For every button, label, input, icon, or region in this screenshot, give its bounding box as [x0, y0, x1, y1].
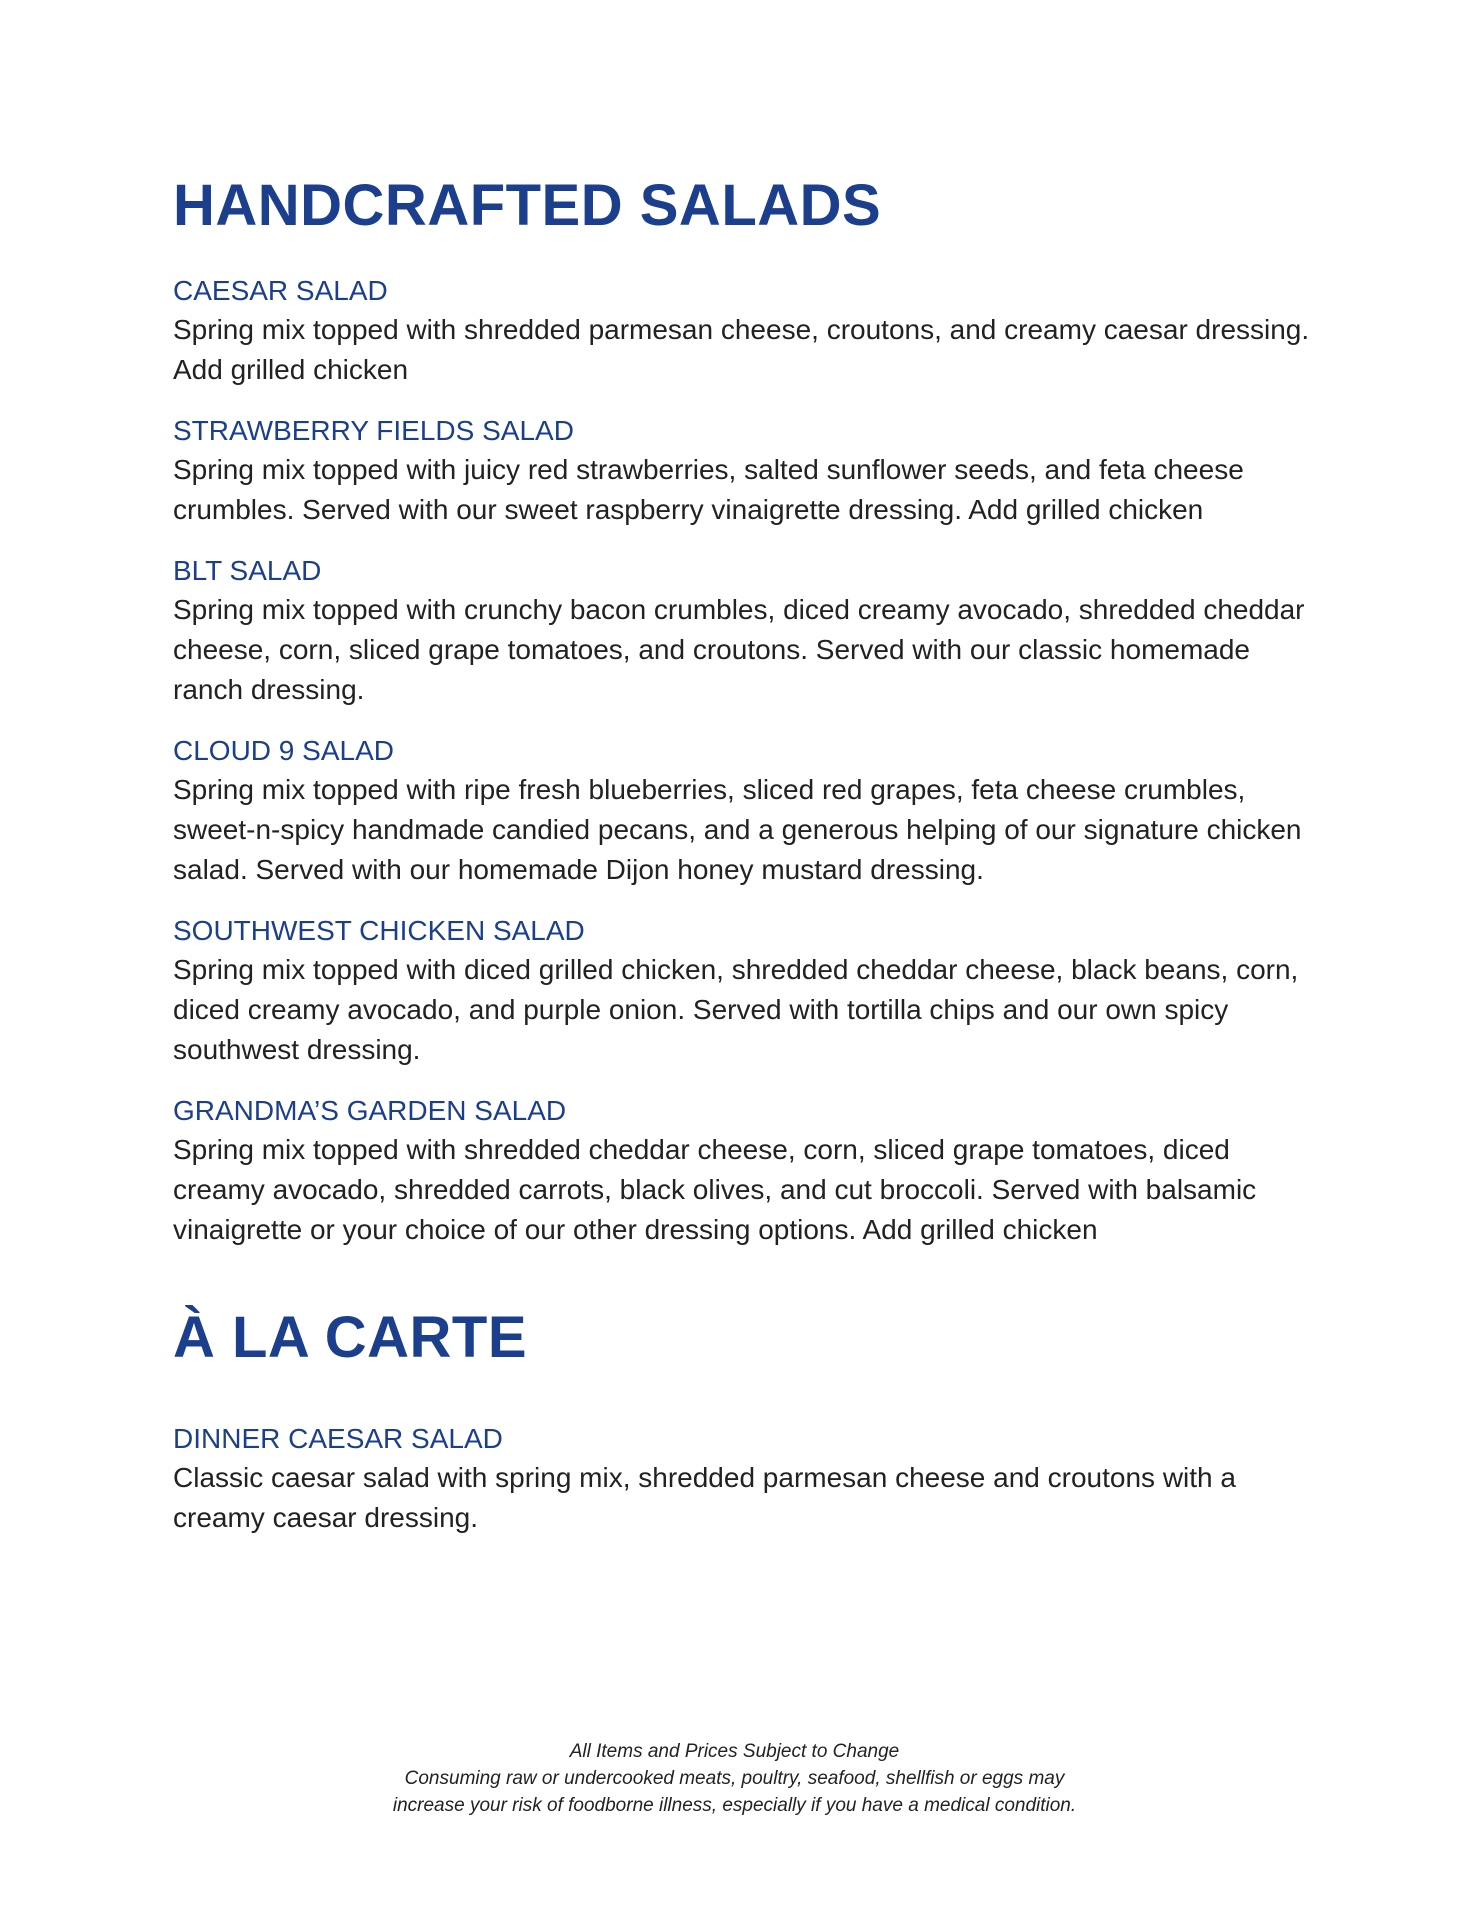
footer-line: increase your risk of foodborne illness, especially if you have a medical condition. — [392, 1795, 1077, 1816]
menu-item-description: Classic caesar salad with spring mix, shredded parmesan cheese and croutons with a creamy caesar dressing. — [173, 1462, 1236, 1533]
menu-item — [173, 912, 1313, 1070]
menu-item — [173, 272, 1313, 390]
menu-item — [173, 1420, 1313, 1538]
menu-item-name: CAESAR SALAD — [173, 275, 388, 306]
menu-item — [173, 1092, 1313, 1250]
menu-item-list — [173, 1420, 1313, 1538]
menu-item-description: Spring mix topped with shredded parmesan cheese, croutons, and creamy caesar dressing. Add grilled chicken — [173, 314, 1310, 385]
menu-item-name: SOUTHWEST CHICKEN SALAD — [173, 915, 585, 946]
menu-page — [173, 170, 1313, 1560]
footer-disclaimer — [0, 1738, 1469, 1819]
menu-item-description: Spring mix topped with diced grilled chicken, shredded cheddar cheese, black beans, corn, diced creamy avocado, and purple onion. Served with tortilla chips and our own spicy southwest dressing. — [173, 954, 1299, 1065]
section-title: À LA CARTE — [173, 1305, 528, 1370]
menu-item-name: STRAWBERRY FIELDS SALAD — [173, 415, 574, 446]
menu-item-name: GRANDMA’S GARDEN SALAD — [173, 1095, 567, 1126]
section-title: HANDCRAFTED SALADS — [173, 173, 882, 238]
menu-item — [173, 412, 1313, 530]
menu-item-name: CLOUD 9 SALAD — [173, 735, 394, 766]
menu-item-description: Spring mix topped with crunchy bacon crumbles, diced creamy avocado, shredded cheddar cheese, corn, sliced grape tomatoes, and croutons. Served with our classic homemade ranch dressing. — [173, 594, 1305, 705]
menu-item-list — [173, 272, 1313, 1250]
menu-item-name: BLT SALAD — [173, 555, 322, 586]
footer-line: All Items and Prices Subject to Change — [569, 1741, 900, 1762]
section-a-la-carte — [173, 1302, 1313, 1538]
menu-item — [173, 552, 1313, 710]
menu-item-description: Spring mix topped with juicy red strawberries, salted sunflower seeds, and feta cheese crumbles. Served with our sweet raspberry vinaigrette dressing. Add grilled chicken — [173, 454, 1244, 525]
menu-item — [173, 732, 1313, 890]
section-handcrafted-salads — [173, 170, 1313, 1250]
menu-item-name: DINNER CAESAR SALAD — [173, 1423, 503, 1454]
menu-item-description: Spring mix topped with shredded cheddar cheese, corn, sliced grape tomatoes, diced creamy avocado, shredded carrots, black olives, and cut broccoli. Served with balsamic vinaigrette or your choice of our other dressing options. Add grilled chicken — [173, 1134, 1257, 1245]
menu-item-description: Spring mix topped with ripe fresh blueberries, sliced red grapes, feta cheese crumbles, sweet-n-spicy handmade candied pecans, and a generous helping of our signature chicken salad. Served with our homemade Dijon honey mustard dressing. — [173, 774, 1302, 885]
footer-line: Consuming raw or undercooked meats, poultry, seafood, shellfish or eggs may — [404, 1768, 1065, 1789]
